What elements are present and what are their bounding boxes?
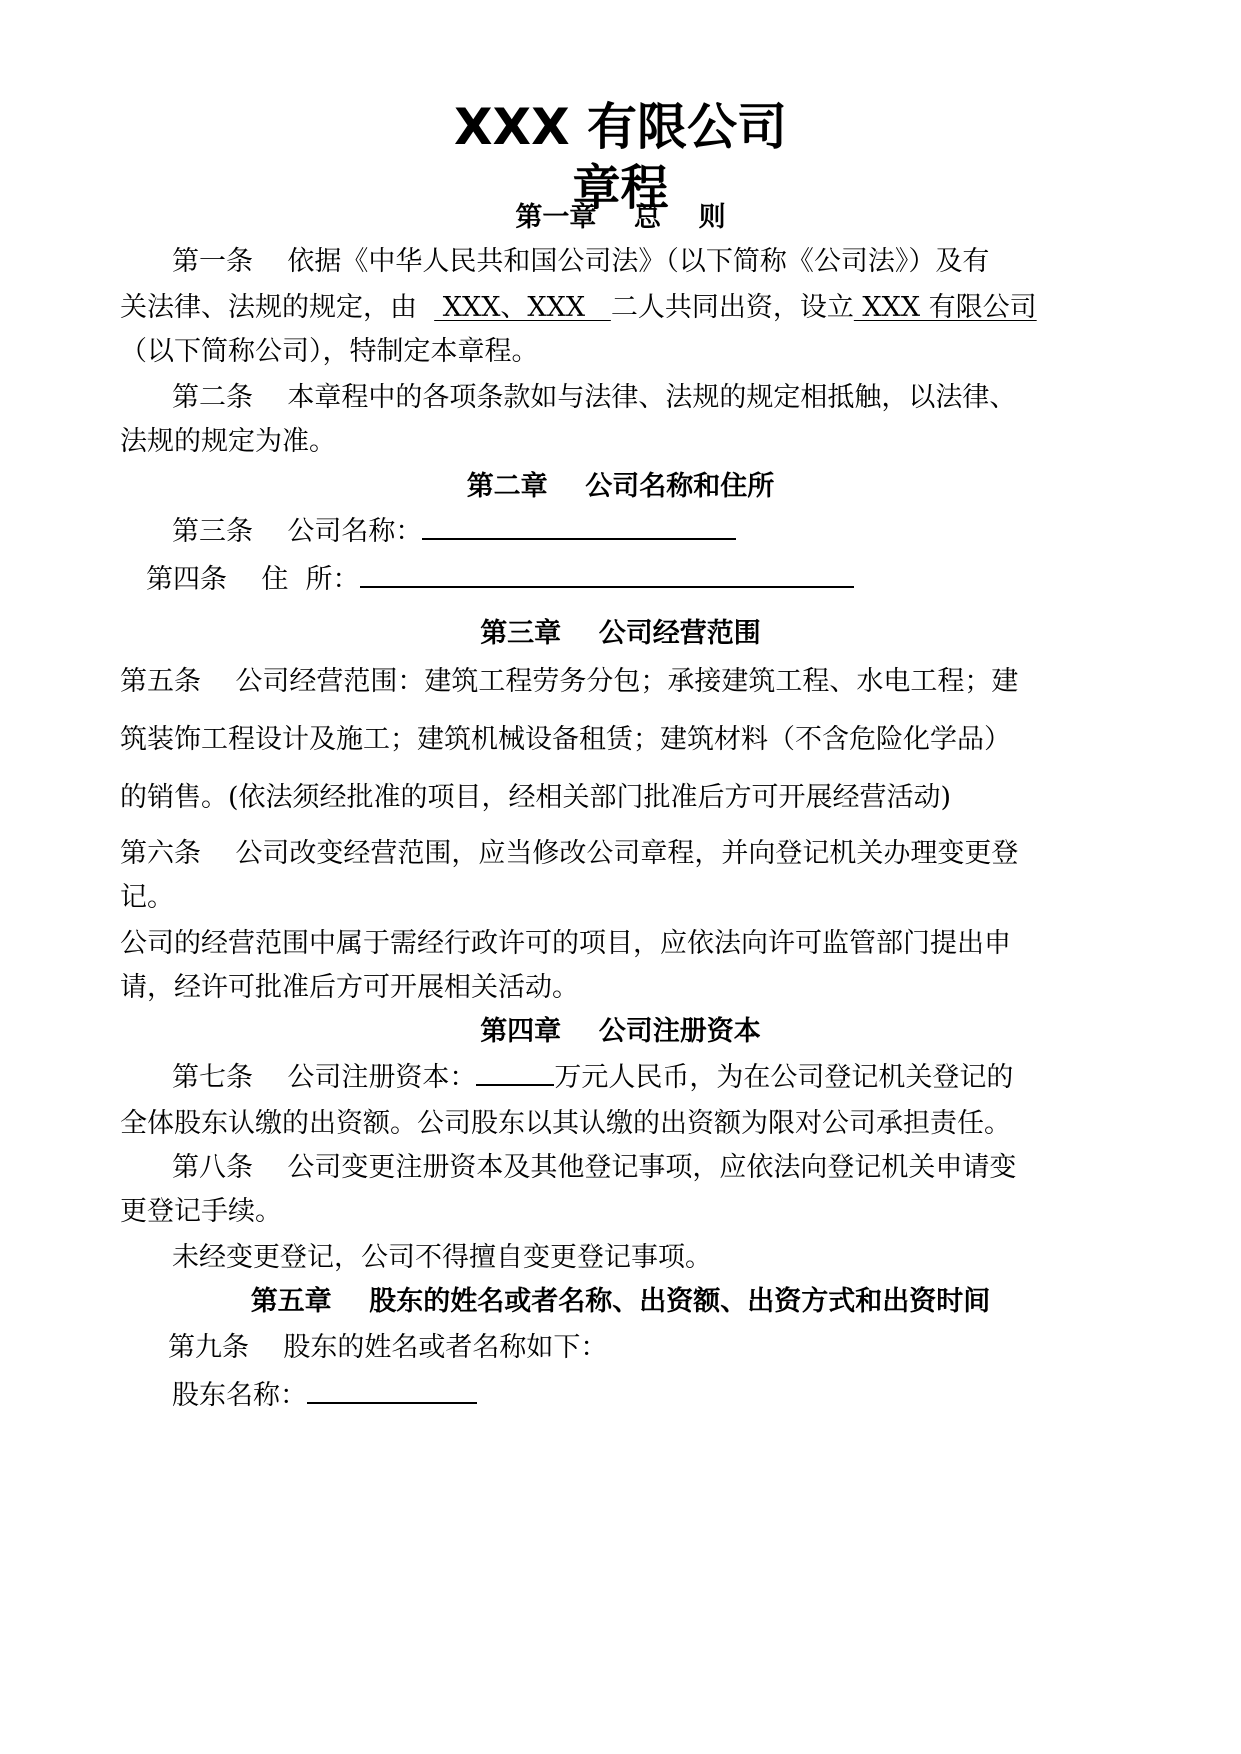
shareholder-name-label: 股东名称： [172,1380,307,1411]
shareholder-name-line [172,1376,477,1416]
article-4-line [146,560,854,600]
article-4-label: 第四条 住 所： [146,564,360,595]
article-6-line-3: 公司的经营范围中属于需经行政许可的项目，应依法向许可监管部门提出申 [120,928,1011,959]
article-7-line-1 [172,1058,1013,1098]
article-6-line-2: 记。 [120,882,174,913]
shareholders-field: XXX、XXX [434,292,611,323]
article-2-line-2: 法规的规定为准。 [120,426,336,457]
article-9-line: 第九条 股东的姓名或者名称如下： [168,1332,608,1363]
article-2-line-1: 第二条 本章程中的各项条款如与法律、法规的规定相抵触，以法律、 [172,382,1017,413]
document-title: 章程 [572,160,669,216]
registered-capital-blank [476,1058,554,1086]
article-8-line-1: 第八条 公司变更注册资本及其他登记事项，应依法向登记机关申请变 [172,1152,1017,1183]
article-3-label: 第三条 公司名称： [172,516,423,547]
article-8-line-3: 未经变更登记，公司不得擅自变更登记事项。 [172,1242,712,1273]
article-7-text: 万元人民币，为在公司登记机关登记的 [554,1062,1014,1093]
article-1-line-2 [120,288,1037,328]
article-5-line-2: 筑装饰工程设计及施工；建筑机械设备租赁；建筑材料（不含危险化学品） [120,724,1011,755]
chapter-5-heading: 第五章 股东的姓名或者名称、出资额、出资方式和出资时间 [250,1286,991,1317]
article-5-line-1: 第五条 公司经营范围：建筑工程劳务分包；承接建筑工程、水电工程；建 [120,666,1019,697]
article-1-line-3: （以下简称公司），特制定本章程。 [120,336,539,367]
article-7-line-2: 全体股东认缴的出资额。公司股东以其认缴的出资额为限对公司承担责任。 [120,1108,1011,1139]
chapter-1-heading: 第一章 总 则 [515,202,726,233]
article-1-text: 关法律、法规的规定，由 [120,292,435,323]
article-6-line-1: 第六条 公司改变经营范围，应当修改公司章程，并向登记机关办理变更登 [120,838,1019,869]
article-7-label: 第七条 公司注册资本： [172,1062,477,1093]
company-name-field: XXX 有限公司 [853,292,1037,323]
chapter-4-heading: 第四章 公司注册资本 [480,1016,761,1047]
address-blank [360,560,854,588]
company-name-title: XXX 有限公司 [453,98,788,156]
chapter-3-heading: 第三章 公司经营范围 [480,618,761,649]
article-5-line-3: 的销售。(依法须经批准的项目，经相关部门批准后方可开展经营活动) [120,782,952,813]
company-name-blank [422,512,736,540]
article-3-line [172,512,736,552]
article-8-line-2: 更登记手续。 [120,1196,282,1227]
article-6-line-4: 请，经许可批准后方可开展相关活动。 [120,972,579,1003]
article-1-text-2: 二人共同出资，设立 [610,292,854,323]
shareholder-name-blank [307,1376,477,1404]
chapter-2-heading: 第二章 公司名称和住所 [466,471,775,502]
article-1-line-1: 第一条 依据《中华人民共和国公司法》（以下简称《公司法》）及有 [172,246,990,277]
